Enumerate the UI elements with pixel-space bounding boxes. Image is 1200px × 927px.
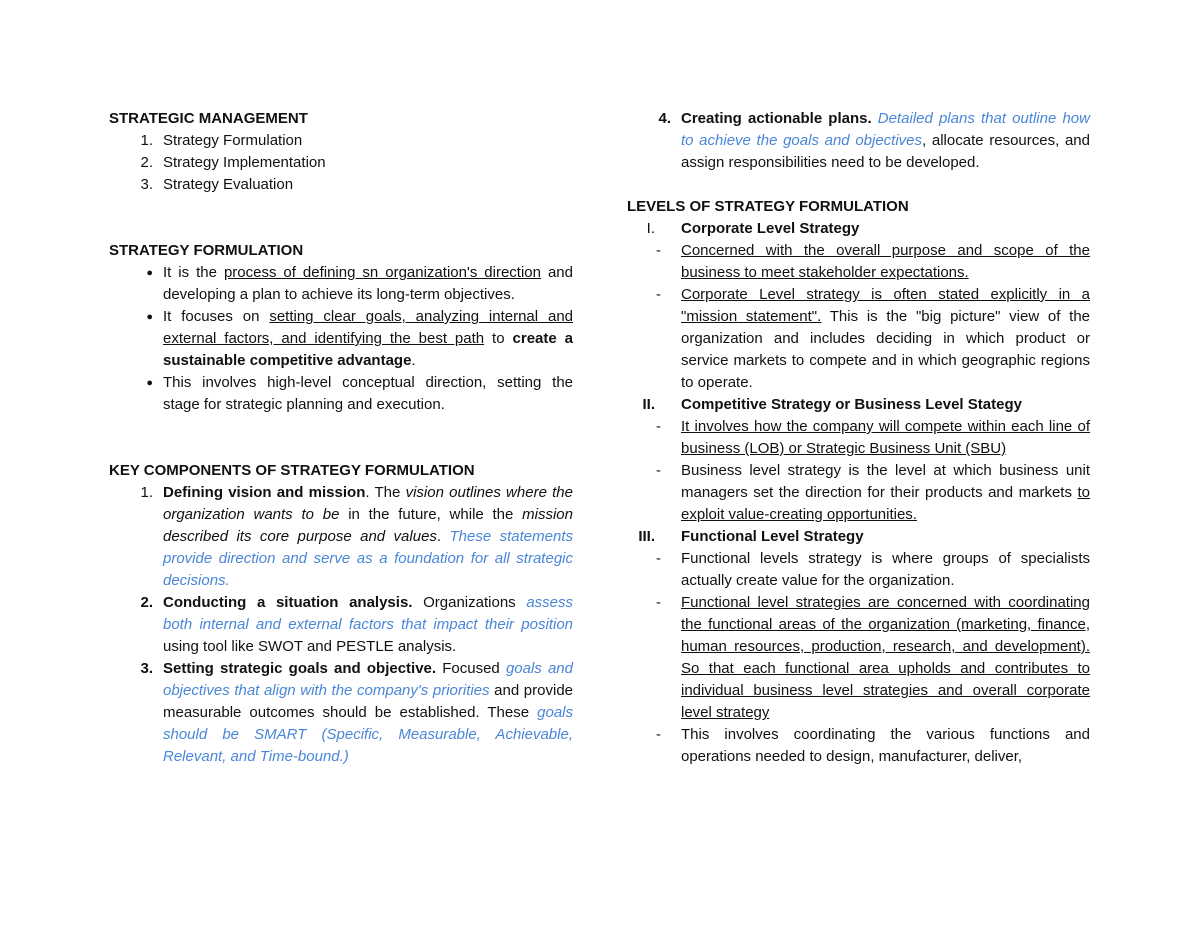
bullet-item xyxy=(109,306,573,372)
levels-heading: LEVELS OF STRATEGY FORMULATION xyxy=(627,198,909,215)
dash-marker: - xyxy=(656,242,661,259)
strategic-management-heading: STRATEGIC MANAGEMENT xyxy=(109,110,308,127)
bullet-text: This involves high-level conceptual direction, setting the stage for strategic planning and execution. xyxy=(163,374,573,413)
dash-marker: - xyxy=(656,594,661,611)
level-item xyxy=(627,526,1090,548)
level-title: Functional Level Strategy xyxy=(681,528,864,545)
left-column xyxy=(109,108,573,768)
list-item xyxy=(109,482,573,592)
list-item-text: Strategy Formulation xyxy=(163,132,303,149)
bullet-item xyxy=(109,372,573,416)
dash-item xyxy=(627,724,1090,768)
dash-item xyxy=(627,416,1090,460)
dash-text: Business level strategy is the level at which business unit managers set the direction for their products and markets to exploit value-creating opportunities. xyxy=(681,462,1090,523)
level-item xyxy=(627,218,1090,240)
dash-text: Functional level strategies are concerned with coordinating the functional areas of the organization (marketing, finance, human resources, production, research, and development). So that each functional area upholds and contributes to individual business level strategies and overall corporate level strategy xyxy=(681,594,1090,721)
strategy-formulation-heading: STRATEGY FORMULATION xyxy=(109,242,304,259)
dash-text: It involves how the company will compete within each line of business (LOB) or Strategic Business Unit (SBU) xyxy=(681,418,1090,457)
list-item-text: Setting strategic goals and objective. Focused goals and objectives that align with the company's priorities and provide measurable outcomes should be established. These goals should be SMART (Specific, Measurable, Achievable, Relevant, and Time-bound.) xyxy=(163,660,573,765)
bullet-item xyxy=(109,262,573,306)
list-number: 3. xyxy=(140,660,153,677)
list-item-text: Conducting a situation analysis. Organizations assess both internal and external factors that impact their position using tool like SWOT and PESTLE analysis. xyxy=(163,594,573,655)
list-item xyxy=(109,152,573,174)
list-item xyxy=(109,174,573,196)
level-item xyxy=(627,394,1090,416)
bullet-text: It focuses on setting clear goals, analyzing internal and external factors, and identifying the best path to create a sustainable competitive advantage. xyxy=(163,308,574,369)
bullet-icon: ● xyxy=(146,311,153,323)
list-item-text: Defining vision and mission. The vision outlines where the organization wants to be in the future, while the mission described its core purpose and values. These statements provide direction and serve as a foundation for all strategic decisions. xyxy=(163,484,573,589)
bullet-text: It is the process of defining sn organization's direction and developing a plan to achieve its long-term objectives. xyxy=(163,264,573,303)
dash-marker: - xyxy=(656,418,661,435)
roman-numeral: III. xyxy=(638,528,655,545)
dash-item xyxy=(627,240,1090,284)
list-item xyxy=(627,108,1090,174)
level-title: Competitive Strategy or Business Level Stategy xyxy=(681,396,1022,413)
dash-item xyxy=(627,460,1090,526)
list-item xyxy=(109,658,573,768)
roman-numeral: I. xyxy=(646,220,655,237)
dash-item xyxy=(627,592,1090,724)
key-components-heading: KEY COMPONENTS OF STRATEGY FORMULATION xyxy=(109,462,475,479)
bullet-icon: ● xyxy=(146,267,153,279)
right-column xyxy=(627,108,1090,768)
dash-item xyxy=(627,548,1090,592)
list-item xyxy=(109,130,573,152)
list-number: 4. xyxy=(658,110,671,127)
list-number: 3. xyxy=(140,176,153,193)
dash-text: Functional levels strategy is where groups of specialists actually create value for the organization. xyxy=(681,550,1090,589)
dash-marker: - xyxy=(656,726,661,743)
list-number: 2. xyxy=(140,594,153,611)
list-number: 1. xyxy=(140,484,153,501)
dash-item xyxy=(627,284,1090,394)
dash-text: Corporate Level strategy is often stated explicitly in a "mission statement". This is the "big picture" view of the organization and includes deciding in which product or service markets to compete and in which geographic regions to operate. xyxy=(681,286,1090,391)
dash-text: This involves coordinating the various functions and operations needed to design, manufacturer, deliver, xyxy=(681,726,1090,765)
dash-text: Concerned with the overall purpose and scope of the business to meet stakeholder expectations. xyxy=(681,242,1090,281)
list-item xyxy=(109,592,573,658)
dash-marker: - xyxy=(656,462,661,479)
list-item-text: Strategy Evaluation xyxy=(163,176,294,193)
dash-marker: - xyxy=(656,286,661,303)
level-title: Corporate Level Strategy xyxy=(681,220,860,237)
bullet-icon: ● xyxy=(146,377,153,389)
list-item-text: Strategy Implementation xyxy=(163,154,326,171)
list-item-text: Creating actionable plans. Detailed plans that outline how to achieve the goals and objectives, allocate resources, and assign responsibilities need to be developed. xyxy=(681,110,1090,171)
list-number: 2. xyxy=(140,154,153,171)
dash-marker: - xyxy=(656,550,661,567)
list-number: 1. xyxy=(140,132,153,149)
roman-numeral: II. xyxy=(642,396,655,413)
